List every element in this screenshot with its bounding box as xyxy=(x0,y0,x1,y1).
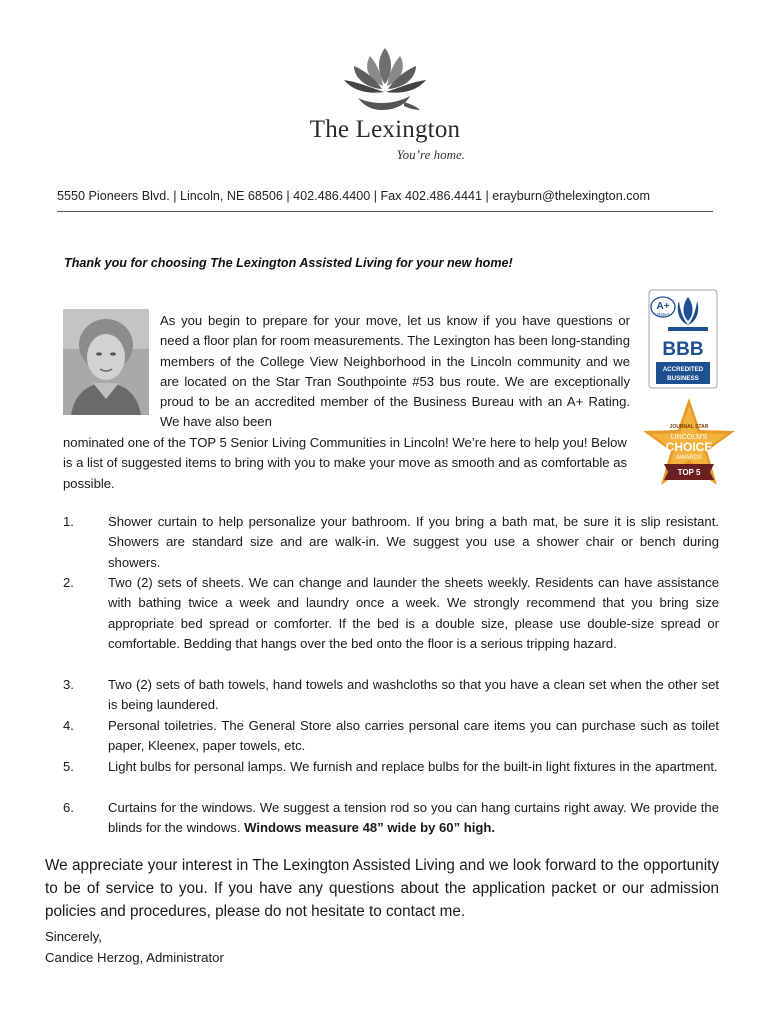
bbb-rating: A+ xyxy=(656,301,670,312)
list-item-text xyxy=(108,798,719,839)
bbb-accredited-badge xyxy=(648,289,718,389)
award-line-1: LINCOLN'S xyxy=(670,434,708,441)
window-measurement: Windows measure 48” wide by 60” high. xyxy=(244,820,496,836)
list-item-number: 6. xyxy=(63,800,74,815)
award-ribbon: TOP 5 xyxy=(677,468,701,477)
brand-tagline: You’re home. xyxy=(396,147,465,162)
list-item-number: 2. xyxy=(63,575,74,590)
list-item-text: Two (2) sets of bath towels, hand towels and washcloths so that you have a clean set when the other set is being laundered. xyxy=(108,677,719,713)
list-item-number: 1. xyxy=(63,514,74,529)
bbb-rated-label: Rated xyxy=(656,312,670,317)
bbb-accredited-label: ACCREDITED xyxy=(662,366,704,373)
lexington-logo xyxy=(300,44,470,164)
bbb-business-label: BUSINESS xyxy=(667,375,699,382)
salutation: Sincerely, xyxy=(45,929,102,944)
intro-paragraph: As you begin to prepare for your move, let us know if you have questions or need a floor plan for room measurements. The Lexington has been long-standing members of the College View Neighborhood in the Lincoln community and we are located on the Star Tran Southpointe #53 bus route. We are exceptionally proud to be an accredited member of the Business Bureau with an A+ Rating. We have also been xyxy=(160,313,630,430)
list-item-text: Two (2) sets of sheets. We can change and launder the sheets weekly. Residents can have assistance with bathing twice a week and laundry once a week. We strongly recommend that you bring size appropriate bed spread or comforter. If the bed is a double size, please use double-size spread or comfortable. Bedding that hangs over the bed onto the floor is a serious tripping hazard. xyxy=(108,575,719,651)
list-item-number: 5. xyxy=(63,759,74,774)
choice-award-badge xyxy=(640,396,738,492)
contact-line: 5550 Pioneers Blvd. | Lincoln, NE 68506 | 402.486.4400 | Fax 402.486.4441 | erayburn@thelexington.com xyxy=(57,189,650,203)
award-line-2: CHOICE xyxy=(665,440,713,454)
list-item-text: Shower curtain to help personalize your bathroom. If you bring a bath mat, be sure it is slip resistant. Showers are standard size and are walk-in. We suggest you use a shower chair or bench during showers. xyxy=(108,514,719,570)
closing-paragraph: We appreciate your interest in The Lexington Assisted Living and we look forward to the opportunity to be of service to you. If you have any questions about the application packet or our admission policies and procedures, please do not hesitate to contact me. xyxy=(45,857,719,920)
list-item xyxy=(63,716,719,757)
list-item-number: 3. xyxy=(63,677,74,692)
administrator-photo xyxy=(63,309,149,415)
greeting-heading: Thank you for choosing The Lexington Assisted Living for your new home! xyxy=(64,256,513,270)
intro-paragraph-continued: nominated one of the TOP 5 Senior Living Communities in Lincoln! We’re here to help you! Below is a list of suggested items to bring with you to make your move as smooth and as comfortable as possible. xyxy=(63,435,628,491)
list-item-text: Personal toiletries. The General Store also carries personal care items you can purchase such as toilet paper, Kleenex, paper towels, etc. xyxy=(108,718,719,754)
lotus-hand-icon xyxy=(340,44,430,116)
brand-name: The Lexington xyxy=(309,116,461,143)
list-item xyxy=(63,757,719,798)
bbb-logo-text: BBB xyxy=(662,339,704,360)
list-item xyxy=(63,798,719,839)
list-item-number: 4. xyxy=(63,718,74,733)
list-item-text-plain: Curtains for the windows. We suggest a tension rod so you can hang curtains right away. We provide the blinds for the windows. xyxy=(108,800,719,836)
signer-name: Candice Herzog, Administrator xyxy=(45,950,224,965)
header-divider xyxy=(57,211,713,212)
list-item-text: Light bulbs for personal lamps. We furnish and replace bulbs for the built-in light fixtures in the apartment. xyxy=(108,759,718,774)
list-item xyxy=(63,675,719,716)
list-item xyxy=(63,512,719,572)
award-source: JOURNAL STAR xyxy=(669,424,709,430)
award-line-3: AWARDS xyxy=(676,455,702,461)
list-item xyxy=(63,573,719,675)
